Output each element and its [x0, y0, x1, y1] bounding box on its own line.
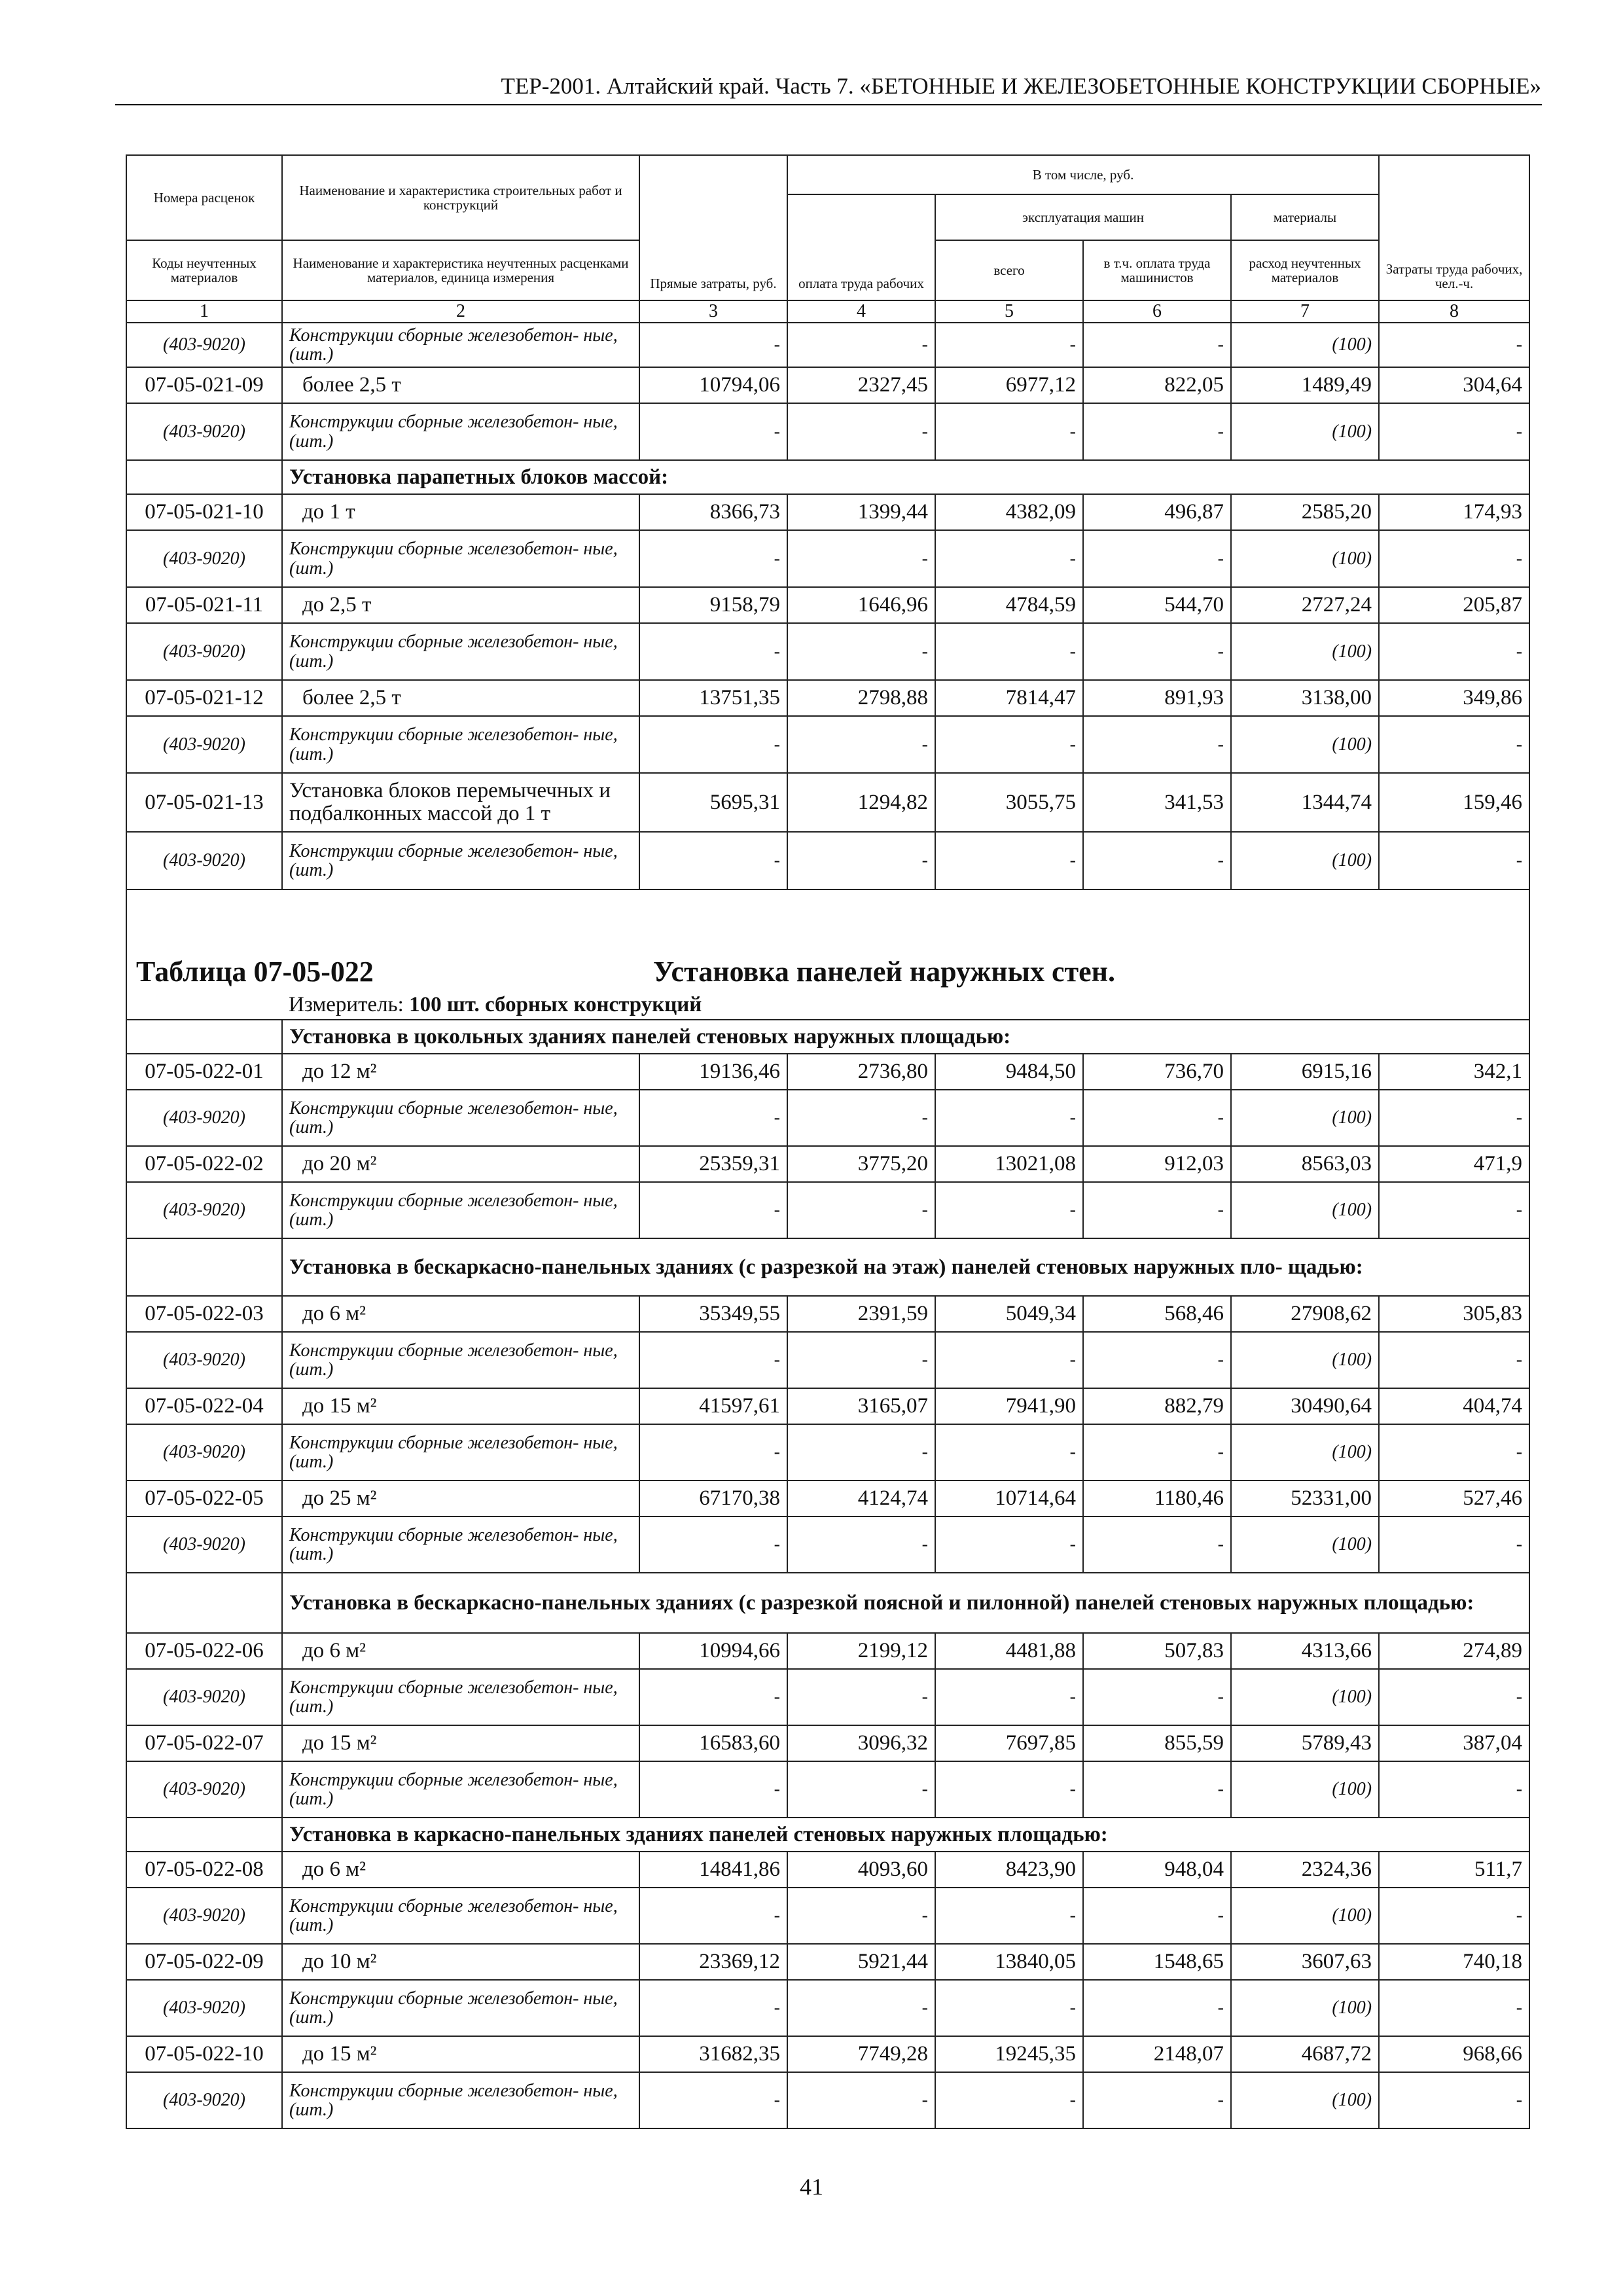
material-dash: -	[787, 2072, 935, 2128]
material-dash: -	[787, 623, 935, 680]
labor-pay: 2327,45	[787, 367, 935, 403]
material-dash: -	[639, 1182, 787, 1238]
material-dash: -	[1379, 1761, 1529, 1818]
material-dash: -	[1379, 623, 1529, 680]
material-name: Конструкции сборные железобетон- ные, (шт.)	[282, 323, 639, 367]
material-code: (403-9020)	[126, 1669, 282, 1725]
material-name: Конструкции сборные железобетон- ные, (шт.)	[282, 1182, 639, 1238]
machine-total: 3055,75	[935, 773, 1083, 832]
machine-total: 7697,85	[935, 1725, 1083, 1761]
material-dash: -	[787, 1980, 935, 2036]
material-dash: -	[787, 1090, 935, 1146]
material-dash: -	[1379, 1888, 1529, 1944]
material-dash: -	[787, 1669, 935, 1725]
material-dash: -	[935, 716, 1083, 773]
material-dash: -	[935, 1516, 1083, 1573]
materials-cost: 4687,72	[1231, 2036, 1379, 2072]
materials-cost: 1489,49	[1231, 367, 1379, 403]
material-dash: -	[935, 623, 1083, 680]
direct-costs: 10794,06	[639, 367, 787, 403]
operator-pay: 912,03	[1083, 1146, 1231, 1182]
material-dash: -	[935, 403, 1083, 460]
operator-pay: 822,05	[1083, 367, 1231, 403]
material-dash: -	[787, 1424, 935, 1480]
labor-pay: 4093,60	[787, 1852, 935, 1888]
direct-costs: 8366,73	[639, 494, 787, 530]
machine-total: 7941,90	[935, 1388, 1083, 1424]
rates-table	[126, 154, 1530, 2129]
material-dash: -	[1083, 1761, 1231, 1818]
material-name: Конструкции сборные железобетон- ные, (шт.)	[282, 1424, 639, 1480]
material-dash: -	[1379, 2072, 1529, 2128]
material-code: (403-9020)	[126, 1980, 282, 2036]
operator-pay: 891,93	[1083, 680, 1231, 716]
material-dash: -	[935, 2072, 1083, 2128]
column-number: 1	[126, 300, 282, 323]
direct-costs: 14841,86	[639, 1852, 787, 1888]
column-number: 4	[787, 300, 935, 323]
labor-hours: 274,89	[1379, 1633, 1529, 1669]
machine-total: 4784,59	[935, 587, 1083, 623]
material-name: Конструкции сборные железобетон- ные, (шт.)	[282, 1332, 639, 1388]
material-name: Конструкции сборные железобетон- ные, (шт.)	[282, 716, 639, 773]
rate-name: более 2,5 т	[282, 680, 639, 716]
material-dash: -	[639, 403, 787, 460]
operator-pay: 1180,46	[1083, 1480, 1231, 1516]
material-code: (403-9020)	[126, 1888, 282, 1944]
material-dash: -	[935, 1888, 1083, 1944]
material-dash: -	[1083, 832, 1231, 889]
rate-code: 07-05-022-02	[126, 1146, 282, 1182]
column-number: 6	[1083, 300, 1231, 323]
material-quantity: (100)	[1231, 623, 1379, 680]
machine-total: 13840,05	[935, 1944, 1083, 1980]
material-dash: -	[1083, 1888, 1231, 1944]
labor-hours: 205,87	[1379, 587, 1529, 623]
labor-hours: 304,64	[1379, 367, 1529, 403]
material-code: (403-9020)	[126, 623, 282, 680]
machine-total: 19245,35	[935, 2036, 1083, 2072]
material-dash: -	[1083, 1980, 1231, 2036]
rate-name: до 1 т	[282, 494, 639, 530]
material-code: (403-9020)	[126, 2072, 282, 2128]
column-number: 8	[1379, 300, 1529, 323]
section-heading: Установка парапетных блоков массой:	[282, 460, 1529, 494]
labor-hours: 404,74	[1379, 1388, 1529, 1424]
table-title-block	[126, 889, 1529, 991]
direct-costs: 5695,31	[639, 773, 787, 832]
direct-costs: 25359,31	[639, 1146, 787, 1182]
rate-name: более 2,5 т	[282, 367, 639, 403]
machine-total: 13021,08	[935, 1146, 1083, 1182]
rate-code: 07-05-022-01	[126, 1054, 282, 1090]
header-labor-pay: оплата труда рабочих	[787, 194, 935, 300]
machine-total: 6977,12	[935, 367, 1083, 403]
rate-name: до 25 м²	[282, 1480, 639, 1516]
section-heading: Установка в бескаркасно-панельных зданиях (с разрезкой на этаж) панелей стеновых наружных пло- щадью:	[282, 1238, 1529, 1296]
material-dash: -	[639, 1980, 787, 2036]
direct-costs: 23369,12	[639, 1944, 787, 1980]
header-rate-numbers: Номера расценок	[126, 155, 282, 240]
labor-hours: 511,7	[1379, 1852, 1529, 1888]
material-dash: -	[787, 1182, 935, 1238]
material-name: Конструкции сборные железобетон- ные, (шт.)	[282, 2072, 639, 2128]
material-dash: -	[639, 1516, 787, 1573]
materials-cost: 3607,63	[1231, 1944, 1379, 1980]
rate-code: 07-05-022-09	[126, 1944, 282, 1980]
material-quantity: (100)	[1231, 530, 1379, 587]
material-dash: -	[935, 1669, 1083, 1725]
material-quantity: (100)	[1231, 323, 1379, 367]
materials-cost: 52331,00	[1231, 1480, 1379, 1516]
rate-name: до 10 м²	[282, 1944, 639, 1980]
labor-hours: 740,18	[1379, 1944, 1529, 1980]
material-code: (403-9020)	[126, 1516, 282, 1573]
material-dash: -	[1379, 1669, 1529, 1725]
material-dash: -	[787, 403, 935, 460]
material-dash: -	[1379, 716, 1529, 773]
direct-costs: 19136,46	[639, 1054, 787, 1090]
material-quantity: (100)	[1231, 1090, 1379, 1146]
material-dash: -	[1083, 530, 1231, 587]
direct-costs: 16583,60	[639, 1725, 787, 1761]
rate-code: 07-05-022-10	[126, 2036, 282, 2072]
rate-code: 07-05-022-07	[126, 1725, 282, 1761]
labor-pay: 2736,80	[787, 1054, 935, 1090]
material-name: Конструкции сборные железобетон- ные, (шт.)	[282, 530, 639, 587]
header-including: В том числе, руб.	[787, 155, 1379, 194]
labor-pay: 1294,82	[787, 773, 935, 832]
section-heading: Установка в цокольных зданиях панелей стеновых наружных площадью:	[282, 1020, 1529, 1054]
material-dash: -	[639, 623, 787, 680]
rate-code: 07-05-021-12	[126, 680, 282, 716]
rate-name: до 6 м²	[282, 1633, 639, 1669]
material-dash: -	[787, 1516, 935, 1573]
labor-pay: 3096,32	[787, 1725, 935, 1761]
operator-pay: 568,46	[1083, 1296, 1231, 1332]
materials-cost: 5789,43	[1231, 1725, 1379, 1761]
header-total: всего	[935, 240, 1083, 300]
labor-hours: 305,83	[1379, 1296, 1529, 1332]
material-dash: -	[935, 1424, 1083, 1480]
rate-name: до 6 м²	[282, 1296, 639, 1332]
material-dash: -	[1379, 1332, 1529, 1388]
meter-label: Измеритель:	[289, 993, 410, 1016]
material-dash: -	[639, 832, 787, 889]
direct-costs: 10994,66	[639, 1633, 787, 1669]
column-number: 2	[282, 300, 639, 323]
rate-code: 07-05-021-09	[126, 367, 282, 403]
labor-pay: 3775,20	[787, 1146, 935, 1182]
header-material-codes: Коды неучтенных материалов	[126, 240, 282, 300]
material-quantity: (100)	[1231, 2072, 1379, 2128]
material-name: Конструкции сборные железобетон- ные, (шт.)	[282, 1090, 639, 1146]
material-dash: -	[1083, 1516, 1231, 1573]
material-dash: -	[1083, 1424, 1231, 1480]
header-rule	[115, 104, 1542, 105]
materials-cost: 4313,66	[1231, 1633, 1379, 1669]
labor-hours: 527,46	[1379, 1480, 1529, 1516]
rate-name: до 15 м²	[282, 1388, 639, 1424]
material-dash: -	[787, 1332, 935, 1388]
rate-name: до 20 м²	[282, 1146, 639, 1182]
operator-pay: 341,53	[1083, 773, 1231, 832]
material-code: (403-9020)	[126, 1761, 282, 1818]
rate-code: 07-05-022-04	[126, 1388, 282, 1424]
rate-code: 07-05-022-08	[126, 1852, 282, 1888]
rate-code: 07-05-022-06	[126, 1633, 282, 1669]
labor-hours: 471,9	[1379, 1146, 1529, 1182]
material-dash: -	[935, 530, 1083, 587]
material-dash: -	[1083, 716, 1231, 773]
material-quantity: (100)	[1231, 1516, 1379, 1573]
material-dash: -	[639, 1761, 787, 1818]
material-dash: -	[935, 1090, 1083, 1146]
material-name: Конструкции сборные железобетон- ные, (шт.)	[282, 1516, 639, 1573]
direct-costs: 67170,38	[639, 1480, 787, 1516]
table-meter	[282, 991, 1529, 1020]
page-number: 41	[800, 2174, 823, 2200]
material-quantity: (100)	[1231, 1332, 1379, 1388]
material-dash: -	[1083, 1182, 1231, 1238]
header-material-names: Наименование и характеристика неучтенных расценками материалов, единица измерения	[282, 240, 639, 300]
material-dash: -	[639, 2072, 787, 2128]
material-code: (403-9020)	[126, 832, 282, 889]
material-dash: -	[1083, 1332, 1231, 1388]
rate-name: до 6 м²	[282, 1852, 639, 1888]
labor-pay: 1399,44	[787, 494, 935, 530]
material-dash: -	[639, 1424, 787, 1480]
rate-name: Установка блоков перемычечных и подбалконных массой до 1 т	[282, 773, 639, 832]
labor-pay: 3165,07	[787, 1388, 935, 1424]
material-code: (403-9020)	[126, 1182, 282, 1238]
material-code: (403-9020)	[126, 1424, 282, 1480]
material-dash: -	[1379, 323, 1529, 367]
meter-value: 100 шт. сборных конструкций	[409, 993, 702, 1016]
table-number: Таблица 07-05-022	[136, 956, 374, 988]
rate-code: 07-05-022-03	[126, 1296, 282, 1332]
machine-total: 7814,47	[935, 680, 1083, 716]
materials-cost: 3138,00	[1231, 680, 1379, 716]
header-unaccounted-materials: расход неучтенных материалов	[1231, 240, 1379, 300]
column-number: 5	[935, 300, 1083, 323]
material-code: (403-9020)	[126, 323, 282, 367]
material-quantity: (100)	[1231, 716, 1379, 773]
rate-name: до 15 м²	[282, 2036, 639, 2072]
labor-pay: 5921,44	[787, 1944, 935, 1980]
material-dash: -	[639, 1090, 787, 1146]
material-code: (403-9020)	[126, 716, 282, 773]
material-dash: -	[1083, 1669, 1231, 1725]
materials-cost: 6915,16	[1231, 1054, 1379, 1090]
table-name: Установка панелей наружных стен.	[653, 956, 1116, 988]
material-dash: -	[935, 1182, 1083, 1238]
material-dash: -	[1379, 1090, 1529, 1146]
material-dash: -	[935, 1761, 1083, 1818]
material-quantity: (100)	[1231, 1888, 1379, 1944]
section-heading: Установка в бескаркасно-панельных зданиях (с разрезкой поясной и пилонной) панелей стеновых наружных площадью:	[282, 1573, 1529, 1633]
direct-costs: 13751,35	[639, 680, 787, 716]
material-dash: -	[1379, 403, 1529, 460]
operator-pay: 948,04	[1083, 1852, 1231, 1888]
material-code: (403-9020)	[126, 1090, 282, 1146]
material-dash: -	[787, 1888, 935, 1944]
header-machine-ops: эксплуатация машин	[935, 194, 1231, 240]
labor-hours: 159,46	[1379, 773, 1529, 832]
material-dash: -	[639, 716, 787, 773]
materials-cost: 30490,64	[1231, 1388, 1379, 1424]
labor-hours: 968,66	[1379, 2036, 1529, 2072]
material-dash: -	[1379, 530, 1529, 587]
material-dash: -	[787, 530, 935, 587]
material-dash: -	[787, 716, 935, 773]
materials-cost: 27908,62	[1231, 1296, 1379, 1332]
labor-hours: 342,1	[1379, 1054, 1529, 1090]
material-dash: -	[639, 530, 787, 587]
rate-name: до 2,5 т	[282, 587, 639, 623]
material-quantity: (100)	[1231, 1424, 1379, 1480]
material-dash: -	[1083, 323, 1231, 367]
running-header: ТЕР-2001. Алтайский край. Часть 7. «БЕТОННЫЕ И ЖЕЛЕЗОБЕТОННЫЕ КОНСТРУКЦИИ СБОРНЫЕ»	[501, 73, 1541, 99]
material-dash: -	[1083, 403, 1231, 460]
material-dash: -	[639, 323, 787, 367]
header-materials: материалы	[1231, 194, 1379, 240]
materials-cost: 2324,36	[1231, 1852, 1379, 1888]
material-dash: -	[935, 323, 1083, 367]
material-quantity: (100)	[1231, 1182, 1379, 1238]
material-name: Конструкции сборные железобетон- ные, (шт.)	[282, 403, 639, 460]
rate-name: до 15 м²	[282, 1725, 639, 1761]
labor-pay: 4124,74	[787, 1480, 935, 1516]
header-direct-costs: Прямые затраты, руб.	[639, 155, 787, 300]
labor-hours: 387,04	[1379, 1725, 1529, 1761]
labor-hours: 174,93	[1379, 494, 1529, 530]
direct-costs: 35349,55	[639, 1296, 787, 1332]
material-dash: -	[1083, 2072, 1231, 2128]
material-code: (403-9020)	[126, 530, 282, 587]
material-dash: -	[639, 1888, 787, 1944]
material-dash: -	[787, 1761, 935, 1818]
material-dash: -	[1083, 623, 1231, 680]
material-name: Конструкции сборные железобетон- ные, (шт.)	[282, 1888, 639, 1944]
rate-code: 07-05-021-10	[126, 494, 282, 530]
material-quantity: (100)	[1231, 1669, 1379, 1725]
labor-pay: 2199,12	[787, 1633, 935, 1669]
operator-pay: 496,87	[1083, 494, 1231, 530]
material-quantity: (100)	[1231, 1761, 1379, 1818]
direct-costs: 31682,35	[639, 2036, 787, 2072]
machine-total: 8423,90	[935, 1852, 1083, 1888]
labor-pay: 1646,96	[787, 587, 935, 623]
labor-pay: 7749,28	[787, 2036, 935, 2072]
material-dash: -	[639, 1332, 787, 1388]
header-work-name: Наименование и характеристика строительных работ и конструкций	[282, 155, 639, 240]
operator-pay: 1548,65	[1083, 1944, 1231, 1980]
material-name: Конструкции сборные железобетон- ные, (шт.)	[282, 1669, 639, 1725]
material-dash: -	[1379, 1516, 1529, 1573]
header-operator-pay: в т.ч. оплата труда машинистов	[1083, 240, 1231, 300]
operator-pay: 882,79	[1083, 1388, 1231, 1424]
material-quantity: (100)	[1231, 832, 1379, 889]
machine-total: 10714,64	[935, 1480, 1083, 1516]
material-dash: -	[1083, 1090, 1231, 1146]
material-name: Конструкции сборные железобетон- ные, (шт.)	[282, 1980, 639, 2036]
rate-code: 07-05-021-13	[126, 773, 282, 832]
materials-cost: 2585,20	[1231, 494, 1379, 530]
direct-costs: 9158,79	[639, 587, 787, 623]
materials-cost: 1344,74	[1231, 773, 1379, 832]
rate-code: 07-05-022-05	[126, 1480, 282, 1516]
machine-total: 9484,50	[935, 1054, 1083, 1090]
material-dash: -	[1379, 1980, 1529, 2036]
material-dash: -	[1379, 1182, 1529, 1238]
operator-pay: 507,83	[1083, 1633, 1231, 1669]
material-dash: -	[787, 832, 935, 889]
material-dash: -	[935, 1332, 1083, 1388]
material-quantity: (100)	[1231, 1980, 1379, 2036]
column-number: 3	[639, 300, 787, 323]
material-code: (403-9020)	[126, 403, 282, 460]
material-dash: -	[935, 1980, 1083, 2036]
material-dash: -	[787, 323, 935, 367]
material-name: Конструкции сборные железобетон- ные, (шт.)	[282, 832, 639, 889]
operator-pay: 855,59	[1083, 1725, 1231, 1761]
operator-pay: 2148,07	[1083, 2036, 1231, 2072]
operator-pay: 544,70	[1083, 587, 1231, 623]
material-quantity: (100)	[1231, 403, 1379, 460]
material-dash: -	[639, 1669, 787, 1725]
materials-cost: 8563,03	[1231, 1146, 1379, 1182]
material-code: (403-9020)	[126, 1332, 282, 1388]
section-heading: Установка в каркасно-панельных зданиях панелей стеновых наружных площадью:	[282, 1818, 1529, 1852]
machine-total: 4481,88	[935, 1633, 1083, 1669]
material-name: Конструкции сборные железобетон- ные, (шт.)	[282, 1761, 639, 1818]
labor-pay: 2798,88	[787, 680, 935, 716]
column-number: 7	[1231, 300, 1379, 323]
labor-hours: 349,86	[1379, 680, 1529, 716]
material-dash: -	[1379, 1424, 1529, 1480]
material-dash: -	[935, 832, 1083, 889]
labor-pay: 2391,59	[787, 1296, 935, 1332]
material-dash: -	[1379, 832, 1529, 889]
rate-code: 07-05-021-11	[126, 587, 282, 623]
rate-name: до 12 м²	[282, 1054, 639, 1090]
direct-costs: 41597,61	[639, 1388, 787, 1424]
machine-total: 5049,34	[935, 1296, 1083, 1332]
header-labor-hours: Затраты труда рабочих, чел.-ч.	[1379, 155, 1529, 300]
machine-total: 4382,09	[935, 494, 1083, 530]
material-name: Конструкции сборные железобетон- ные, (шт.)	[282, 623, 639, 680]
materials-cost: 2727,24	[1231, 587, 1379, 623]
operator-pay: 736,70	[1083, 1054, 1231, 1090]
